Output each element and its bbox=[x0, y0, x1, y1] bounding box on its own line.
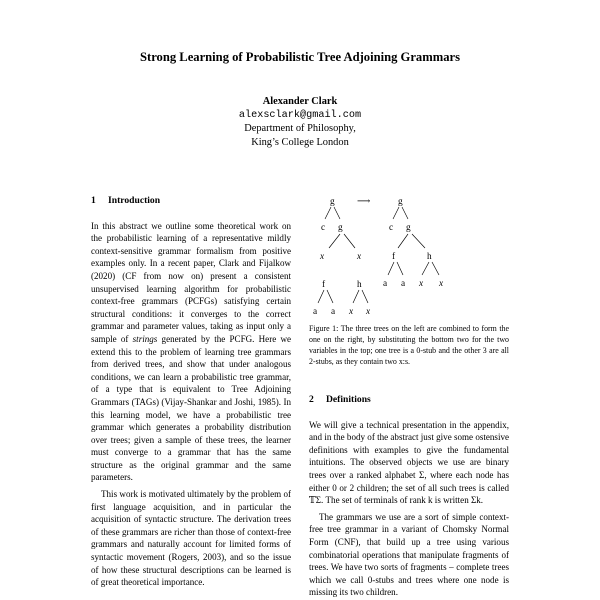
author-department: Department of Philosophy, bbox=[244, 123, 356, 135]
author-block bbox=[0, 95, 600, 149]
node-a: a bbox=[313, 307, 318, 317]
author-college: King’s College London bbox=[251, 136, 349, 148]
definitions-section bbox=[309, 394, 509, 599]
paper-title: Strong Learning of Probabilistic Tree Adjoining Grammars bbox=[140, 50, 460, 64]
intro-p1-emphasis: strings bbox=[132, 333, 158, 344]
node-c: c bbox=[389, 223, 394, 233]
intro-paragraph-2: This work is motivated ultimately by the problem of first language acquisition, and in particular the acquisition of syntactic structure. The derivation trees of these grammars are richer than those of context-free grammars and naturally account for limited forms of syntactic movement (Rogers, 2003), and so the issue of how these structural descriptions can be learned is of great theoretical importance. bbox=[91, 489, 291, 588]
node-g: g bbox=[398, 197, 403, 207]
section-number: 2 bbox=[309, 394, 314, 405]
arrow-icon: ⟶ bbox=[357, 197, 371, 207]
intro-p1-part-b: generated by the PCFG. Here we extend this to the problem of learning tree grammars from derived trees, and show that under analogous conditions, we can learn a probabilistic tree grammar, of a type that is equivalent to Tree Adjoining Grammars (TAGs) (Vijay-Shankar and Joshi, 1985). In this learning model, we have a probabilistic tree grammar which generates a probability distribution over trees; given a sample of these trees, the learner must converge to a grammar that has the same structure as the original grammar and the same parameters. bbox=[91, 333, 292, 483]
node-x: x bbox=[320, 252, 325, 262]
intro-paragraph-1 bbox=[91, 220, 291, 484]
node-x: x bbox=[366, 307, 371, 317]
intro-p1-part-a: In this abstract we outline some theoretical work on the probabilistic learning of a representative mildly context-sensitive grammar formalism from positive examples only. In a recent paper, Clark and Fijalkow (2020) (CF from now on) present a consistent unsupervised learning algorithm for probabilistic context-free grammars (PCFGs) satisfying certain structural conditions: it converges to the correct grammar and parameter values, taking as input only a sample of bbox=[91, 220, 291, 344]
node-x: x bbox=[349, 307, 354, 317]
figure-1-caption: Figure 1: The three trees on the left are combined to form the one on the right, by substituting the bottom two for the two variables in the top; one tree is a 0-stub and the other 3 are all 2-stubs, as they contain two x:s. bbox=[309, 324, 509, 366]
node-f: f bbox=[322, 280, 326, 290]
figure-1-trees bbox=[309, 191, 509, 319]
author-name: Alexander Clark bbox=[262, 96, 338, 107]
definitions-heading bbox=[309, 394, 509, 407]
section-title: Introduction bbox=[108, 195, 161, 206]
node-g: g bbox=[338, 223, 343, 233]
node-a: a bbox=[331, 307, 336, 317]
node-x: x bbox=[439, 279, 444, 289]
node-c: c bbox=[321, 223, 326, 233]
node-h: h bbox=[427, 252, 432, 262]
node-g: g bbox=[406, 223, 411, 233]
node-x: x bbox=[357, 252, 362, 262]
node-h: h bbox=[357, 280, 362, 290]
node-a: a bbox=[383, 279, 388, 289]
node-g: g bbox=[330, 197, 335, 207]
introduction-section bbox=[91, 195, 291, 589]
node-f: f bbox=[392, 252, 396, 262]
node-x: x bbox=[419, 279, 424, 289]
author-email: alexsclark@gmail.com bbox=[238, 109, 362, 121]
section-title: Definitions bbox=[326, 394, 371, 405]
introduction-heading bbox=[91, 195, 291, 208]
node-a: a bbox=[401, 279, 406, 289]
definitions-paragraph-1: We will give a technical presentation in the appendix, and in the body of the abstract just give some ostensive definitions with examples to give the fundamental intuitions. The observed objects we use are binary trees over a ranked alphabet Σ, where each node has either 0 or 2 children; the set of all such trees is called 𝕋Σ. The set of terminals of rank k is written Σk. bbox=[309, 419, 509, 506]
section-number: 1 bbox=[91, 195, 96, 206]
definitions-paragraph-2: The grammars we use are a sort of simple context-free tree grammar in a variant of Chomsky Normal Form (CNF), that build up a tree using various combinatorial operations that manipulate fragments of trees. We have two sorts of fragments – complete trees which we call 0-stubs and trees where one node is missing its two children. bbox=[309, 511, 509, 598]
